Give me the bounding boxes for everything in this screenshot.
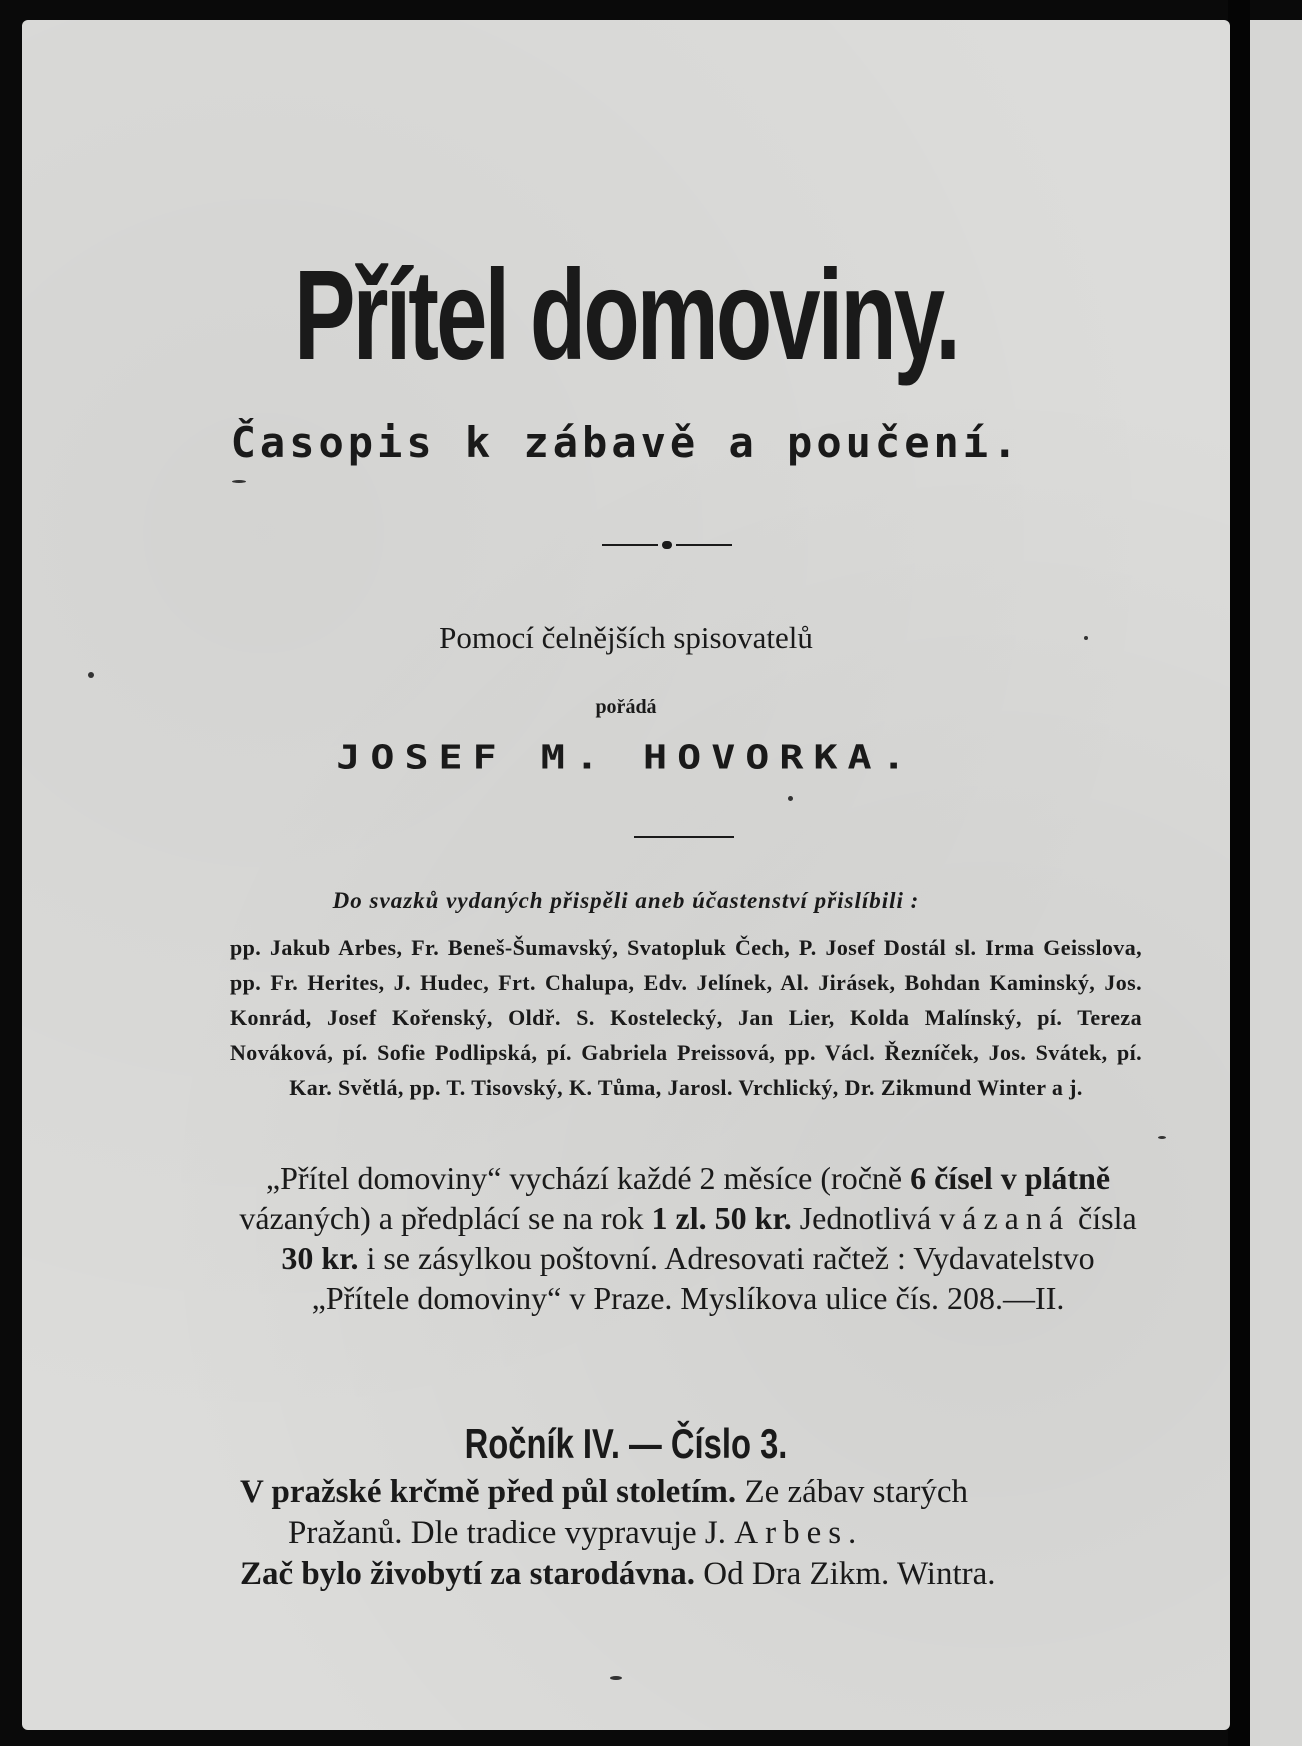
paper-speck (1158, 1136, 1166, 1139)
cover-page (22, 20, 1230, 1730)
subscription-price: 1 zl. 50 kr. (651, 1200, 792, 1236)
contents-item (240, 1472, 1152, 1513)
adjacent-page-edge (1250, 20, 1302, 1746)
paper-speck (88, 672, 94, 678)
paper-speck (232, 480, 246, 483)
contents-item-1-line2: Pražanů. Dle tradice vypravuje J. (288, 1515, 735, 1551)
contents-item-2-title: Zač bylo živobytí za starodávna. (240, 1556, 695, 1592)
single-issue-price: 30 kr. (281, 1240, 359, 1276)
contents-item-1-rest: Ze zábav starých (736, 1474, 968, 1510)
table-of-contents (240, 1472, 1152, 1595)
book-gutter-shadow (1228, 0, 1250, 1746)
contents-item-2-rest: Od Dra Zikm. Wintra. (695, 1556, 996, 1592)
subscription-issues: 6 čísel v plátně (910, 1160, 1111, 1196)
subscription-text-2: vázaných) a předplácí se na rok (239, 1200, 652, 1236)
subscription-info (230, 1158, 1146, 1318)
editor-name: JOSEF M. HOVORKA. (336, 739, 916, 777)
arranges-label: pořádá (595, 696, 657, 718)
magazine-title: Přítel domoviny. (293, 244, 959, 387)
ornament-divider (602, 540, 732, 550)
horizontal-rule (634, 836, 734, 838)
paper-speck (610, 1676, 622, 1680)
volume-issue: Ročník IV. — Číslo 3. (464, 1420, 788, 1467)
aid-line: Pomocí čelnějších spisovatelů (439, 620, 813, 655)
subscription-text-3: Jednotlivá (791, 1200, 940, 1236)
contents-item-1-author: Arbes. (734, 1515, 864, 1551)
subscription-bound: vázaná (939, 1200, 1071, 1236)
contents-item (240, 1554, 1152, 1595)
subscription-text-1: „Přítel domoviny“ vychází každé 2 měsíce (ročně (265, 1160, 911, 1196)
contributors-list: pp. Jakub Arbes, Fr. Beneš-Šumavský, Svatopluk Čech, P. Josef Dostál sl. Irma Geisslova, pp. Fr. Herites, J. Hudec, Frt. Chalupa, Edv. Jelínek, Al. Jirásek, Bohdan Kaminský, Jos. Konrád, Josef Kořenský, Oldř. S. Kostelecký, Jan Lier, Kolda Malínský, pí. Tereza Nováková, pí. Sofie Podlipská, pí. Gabriela Preissová, pp. Václ. Řezníček, Jos. Svátek, pí. Kar. Světlá, pp. T. Tisovský, K. Tůma, Jarosl. Vrchlický, Dr. Zikmund Winter a j. (230, 935, 1142, 1100)
contents-item-1-title: V pražské krčmě před půl stoletím. (240, 1474, 737, 1510)
paper-speck (1084, 636, 1088, 640)
paper-speck (788, 796, 793, 801)
contributors-heading: Do svazků vydaných přispěli aneb účastenství přislíbili : (332, 888, 920, 913)
contents-item-continued (240, 1513, 1152, 1554)
magazine-subtitle: Časopis k zábavě a poučení. (230, 418, 1022, 467)
subscription-text-5: i se zásylkou poštovní. Adresovati račtež : Vydavatelstvo „Přítele domoviny“ v Praze. Myslíkova ulice čís. 208.—II. (311, 1240, 1095, 1316)
subscription-text-4: čísla (1070, 1200, 1137, 1236)
